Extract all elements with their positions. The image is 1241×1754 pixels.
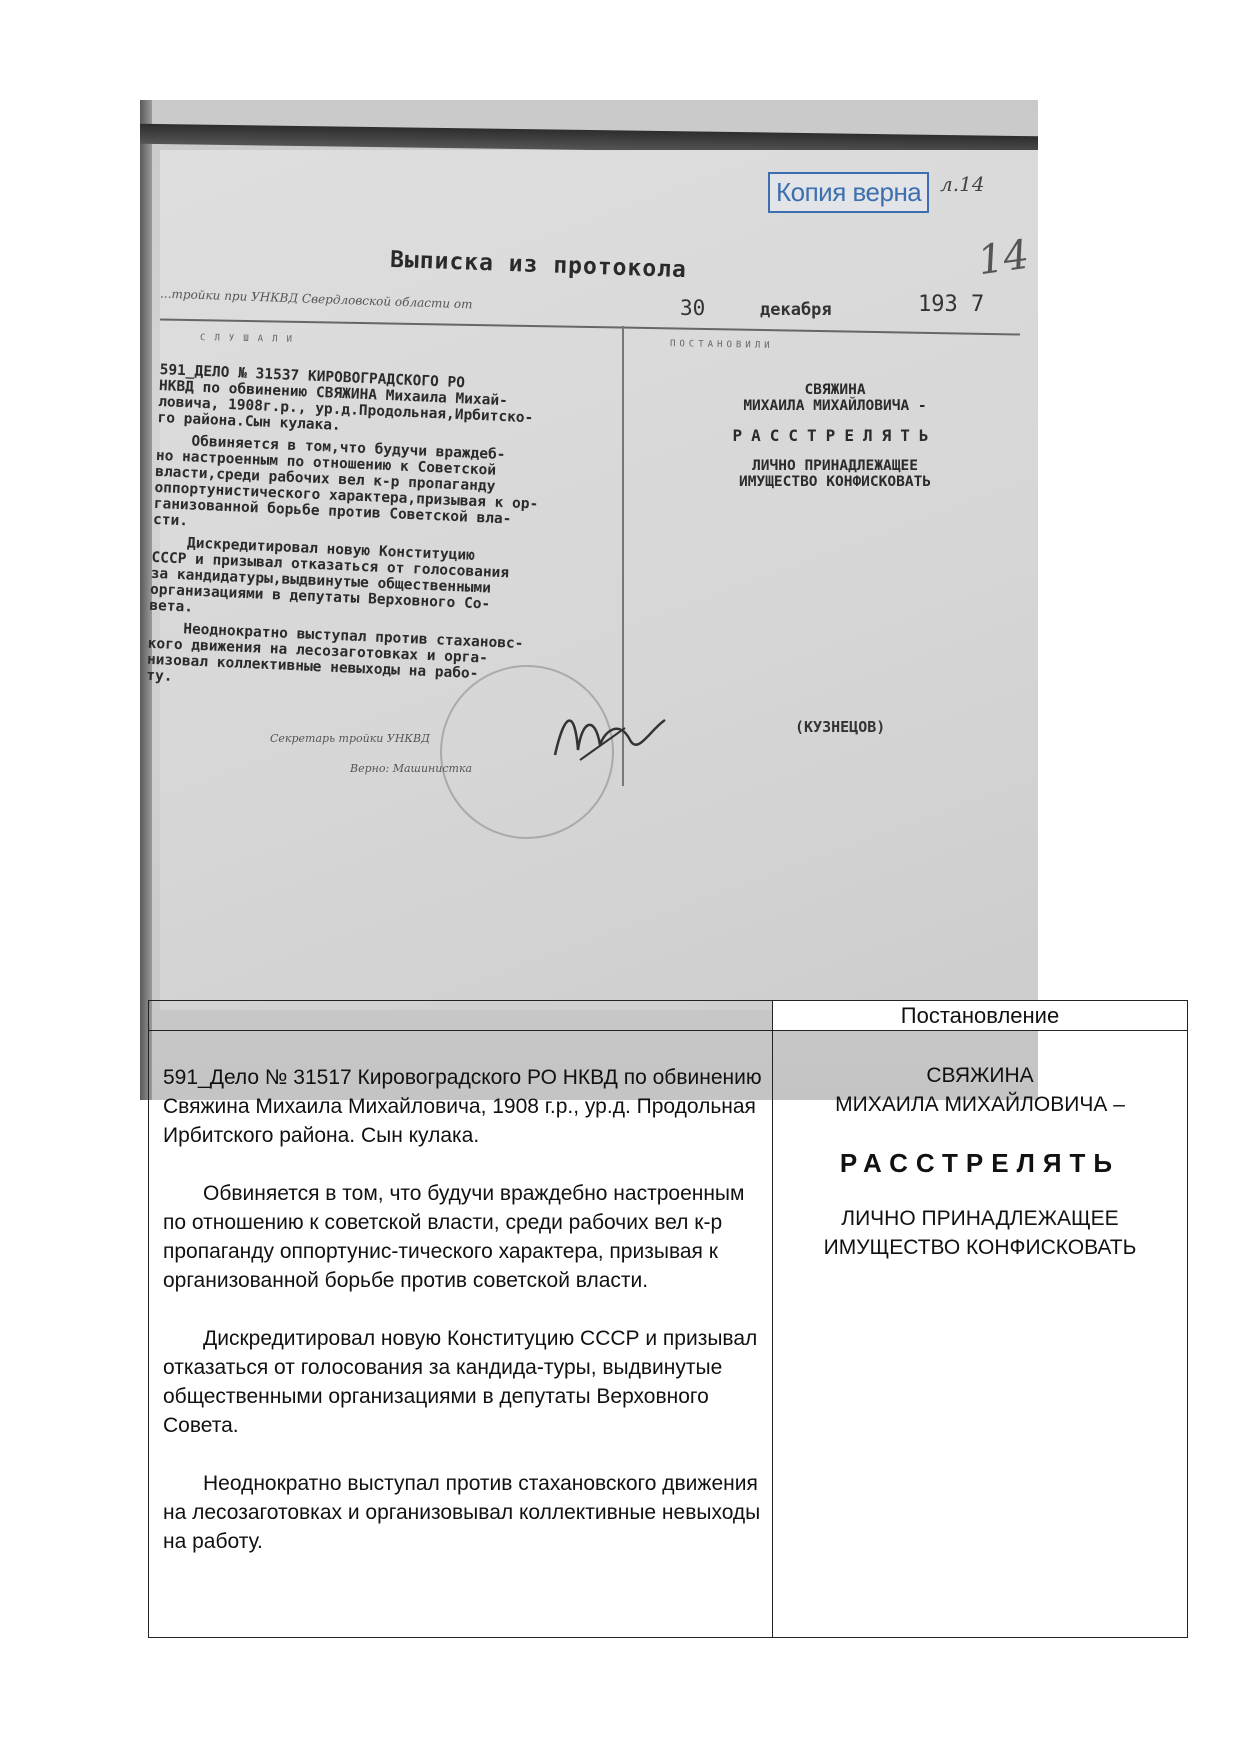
photo-resolution-text	[640, 382, 1030, 490]
photo-column-head-resolved: ПОСТАНОВИЛИ	[669, 339, 774, 351]
photo-case-paragraph: Обвиняется в том,что будучи враждеб- но настроенным по отношению к Советской власти,среди рабочих вел к-р пропаганду оппортунистического характера,призывая к ор- ганизованной борьбе против Советской вла- сти.	[152, 431, 539, 530]
photo-case-paragraph: 591_ДЕЛО № 31537 КИРОВОГРАДСКОГО РО НКВД по обвинению СВЯЖИНА Михаила Михай- ловича, 1908г.р., ур.д.Продольная,Ирбитско- го района.Сын кулака.	[157, 362, 534, 434]
case-description	[163, 1063, 763, 1585]
photo-date-month: декабря	[760, 300, 832, 320]
photo-column-head-heard: СЛУШАЛИ	[199, 333, 302, 345]
archival-document-photo	[140, 100, 1038, 1100]
photo-name-line-2: МИХАИЛА МИХАЙЛОВИЧА -	[743, 398, 927, 414]
convict-name-line-1: СВЯЖИНА	[926, 1064, 1034, 1087]
handwritten-signature	[550, 700, 670, 770]
page-number-handwritten: 14	[975, 231, 1032, 285]
photo-troika-header: ...тройки при УНКВД Свердловской области от	[159, 286, 473, 312]
accusation-paragraph: Обвиняется в том, что будучи враждебно настроенным по отношению к советской власти, среди рабочих вел к-р пропаганду оппортунис-тического характера, призывая к организованной борьбе против советской власти.	[163, 1182, 745, 1292]
resolution-cell	[773, 1061, 1187, 1262]
photo-signer-name: (КУЗНЕЦОВ)	[795, 718, 886, 736]
resolution-header: Постановление	[900, 1003, 1060, 1028]
photo-sign-caption-2: Верно: Машинистка	[350, 762, 473, 775]
convict-name-line-2: МИХАИЛА МИХАЙЛОВИЧА –	[835, 1093, 1125, 1116]
photo-confiscation-line-2: ИМУЩЕСТВО КОНФИСКОВАТЬ	[738, 474, 932, 490]
photo-document-title: Выписка из протокола	[389, 246, 688, 284]
photo-verdict: РАССТРЕЛЯТЬ	[732, 426, 938, 445]
accusation-paragraph: Дискредитировал новую Конституцию СССР и призывал отказаться от голосования за кандида-туры, выдвинутые общественными организациями в депутаты Верховного Совета.	[163, 1327, 758, 1437]
transcription-table	[148, 1000, 1188, 1638]
photo-sign-caption: Секретарь тройки УНКВД	[270, 732, 430, 745]
accusation-paragraph: Неоднократно выступал против стахановского движения на лесозаготовках и организовывал коллективные невыходы на работу.	[163, 1472, 761, 1553]
photo-date-year: 193 7	[918, 292, 985, 317]
photo-case-paragraph: Неоднократно выступал против стахановс- кого движения на лесозаготовках и орга- низовал коллективные невыходы на рабо- ту.	[145, 619, 524, 685]
confiscation-line-2: ИМУЩЕСТВО КОНФИСКОВАТЬ	[823, 1236, 1137, 1259]
confiscation-line-1: ЛИЧНО ПРИНАДЛЕЖАЩЕЕ	[841, 1207, 1119, 1230]
photo-confiscation-line-1: ЛИЧНО ПРИНАДЛЕЖАЩЕЕ	[752, 458, 918, 474]
case-paragraph: 591_Дело № 31517 Кировоградского РО НКВД по обвинению Свяжина Михаила Михайловича, 1908 г.р., ур.д. Продольная Ирбитского района. Сын кулака.	[163, 1066, 762, 1147]
photo-date-day: 30	[680, 296, 706, 320]
page-mark: л.14	[940, 172, 985, 196]
photo-name-line-1: СВЯЖИНА	[804, 382, 866, 398]
photo-case-text	[146, 362, 620, 710]
photo-case-paragraph: Дискредитировал новую Конституцию СССР и призывал отказаться от голосования за кандидатуры,выдвинутые общественными организациями в депутаты Верховного Со- вета.	[149, 533, 510, 616]
verdict: РАССТРЕЛЯТЬ	[839, 1148, 1121, 1178]
copy-verified-stamp: Копия верна	[768, 172, 929, 213]
